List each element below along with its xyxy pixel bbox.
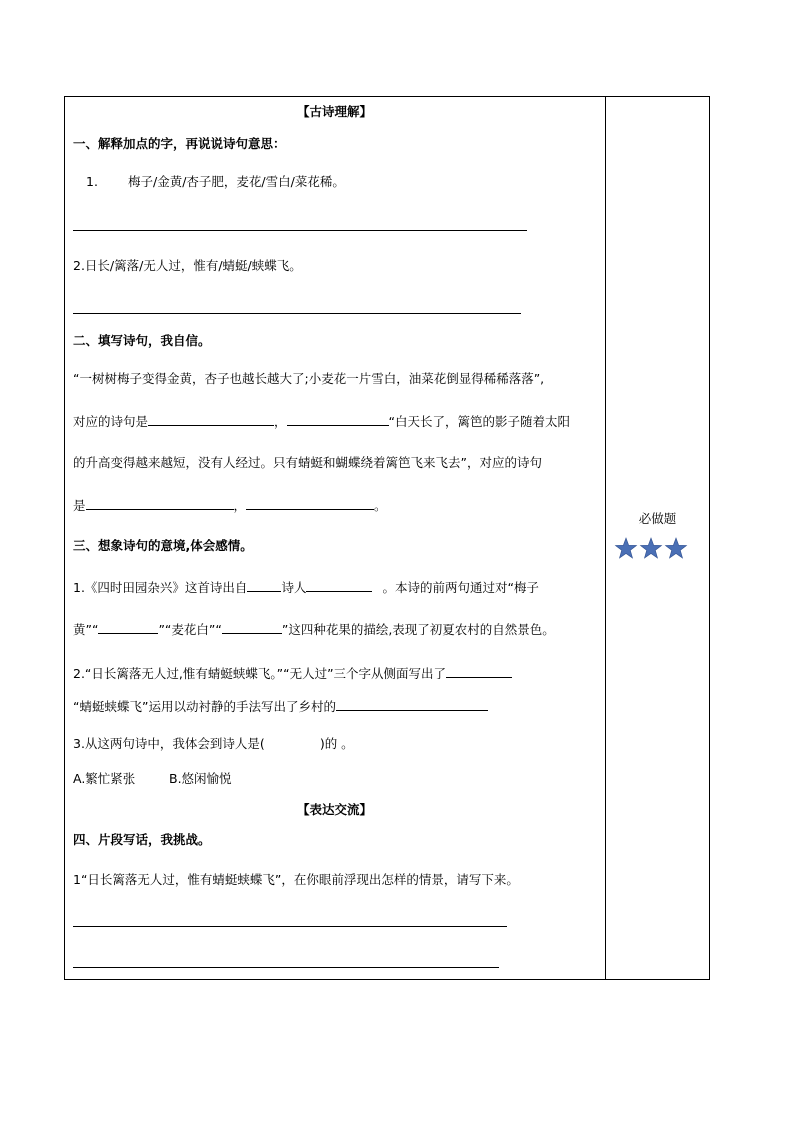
q3-blank-side[interactable]: [446, 664, 512, 678]
q2-line2-text: “白天长了，篱笆的影子随着太阳: [388, 414, 571, 429]
q3-item3-b: )的 。: [319, 736, 354, 751]
q3-item1-d: 黄”“: [73, 622, 99, 637]
q4-title: 四、片段写话，我挑战。: [73, 832, 211, 847]
q3-item1-cont: [73, 620, 555, 638]
q2-title: 二、填写诗句，我自信。: [73, 333, 211, 348]
q2-line4-end: 。: [374, 498, 387, 513]
q2-blank-2[interactable]: [287, 412, 389, 426]
q3-item3-a: 3.从这两句诗中，我体会到诗人是(: [73, 736, 265, 751]
q4-answer-line-2[interactable]: [73, 967, 499, 968]
q3-option-b[interactable]: B.悠闲愉悦: [169, 771, 232, 786]
q2-blank-3[interactable]: [86, 496, 234, 510]
q3-item1-b: 诗人: [281, 580, 307, 595]
q3-item1-e: ”“麦花白”“: [158, 622, 222, 637]
q3-item1-c: 。本诗的前两句通过对“梅子: [382, 580, 539, 595]
q2-line4-sep: ，: [233, 498, 247, 513]
q3-item1-f: ”这四种花果的描绘,表现了初夏农村的自然景色。: [281, 622, 555, 637]
q3-title: 三、想象诗句的意境,体会感情。: [73, 538, 253, 553]
q3-item3: [73, 736, 354, 752]
q2-line2-sep: ，: [274, 414, 287, 429]
q1-item1-number: 1.: [86, 174, 98, 189]
q3-option-a[interactable]: A.繁忙紧张: [73, 771, 136, 786]
q1-item2-text: 2.日长/篱落/无人过，惟有/蜻蜓/蛱蝶飞。: [73, 258, 302, 273]
q1-title: 一、解释加点的字，再说说诗句意思：: [73, 136, 286, 151]
q3-item1: [73, 578, 539, 596]
star-icon: [641, 538, 662, 558]
q2-blank-4[interactable]: [246, 496, 374, 510]
q2-line2-prefix: 对应的诗句是: [73, 414, 149, 429]
q3-item2-a: 2.“日长篱落无人过,惟有蜻蜓蛱蝶飞。”“无人过”三个字从侧面写出了: [73, 666, 447, 681]
section-title-express: 【表达交流】: [296, 802, 372, 817]
q3-item2: [73, 664, 512, 682]
difficulty-stars: [614, 537, 688, 561]
q2-line3: 的升高变得越来越短，没有人经过。只有蜻蜓和蝴蝶绕着篱笆飞来飞去”，对应的诗句: [73, 455, 542, 470]
q1-answer-line-2[interactable]: [73, 313, 521, 314]
q3-blank-poet[interactable]: [306, 578, 372, 592]
q3-blank-fruit-2[interactable]: [222, 620, 282, 634]
q3-item2-cont: [73, 697, 488, 715]
q4-answer-line-1[interactable]: [73, 926, 507, 927]
q2-blank-1[interactable]: [148, 412, 274, 426]
q3-blank-fruit-1[interactable]: [98, 620, 158, 634]
q3-blank-dynasty[interactable]: [247, 578, 281, 592]
q2-line1: “一树树梅子变得金黄，杏子也越长越大了;小麦花一片雪白，油菜花倒显得稀稀落落”,: [73, 371, 545, 386]
star-icon: [666, 538, 687, 558]
q2-line4-prefix: 是: [73, 498, 86, 513]
q4-item1: 1“日长篱落无人过，惟有蜻蜓蛱蝶飞”，在你眼前浮现出怎样的情景，请写下来。: [73, 872, 519, 887]
section-title-poem: 【古诗理解】: [296, 104, 372, 119]
q3-item2-b: “蜻蜓蛱蝶飞”运用以动衬静的手法写出了乡村的: [73, 699, 336, 714]
q3-item1-a: 1.《四时田园杂兴》这首诗出自: [73, 580, 248, 595]
q2-line4: [73, 496, 387, 514]
column-divider: [605, 96, 606, 980]
q2-line2: [73, 412, 570, 430]
required-label: 必做题: [638, 511, 677, 526]
q1-answer-line-1[interactable]: [73, 230, 527, 231]
q1-item1-text: 梅子/金黄/杏子肥，麦花/雪白/菜花稀。: [128, 174, 345, 189]
q3-blank-village[interactable]: [336, 697, 488, 711]
star-icon: [616, 538, 637, 558]
